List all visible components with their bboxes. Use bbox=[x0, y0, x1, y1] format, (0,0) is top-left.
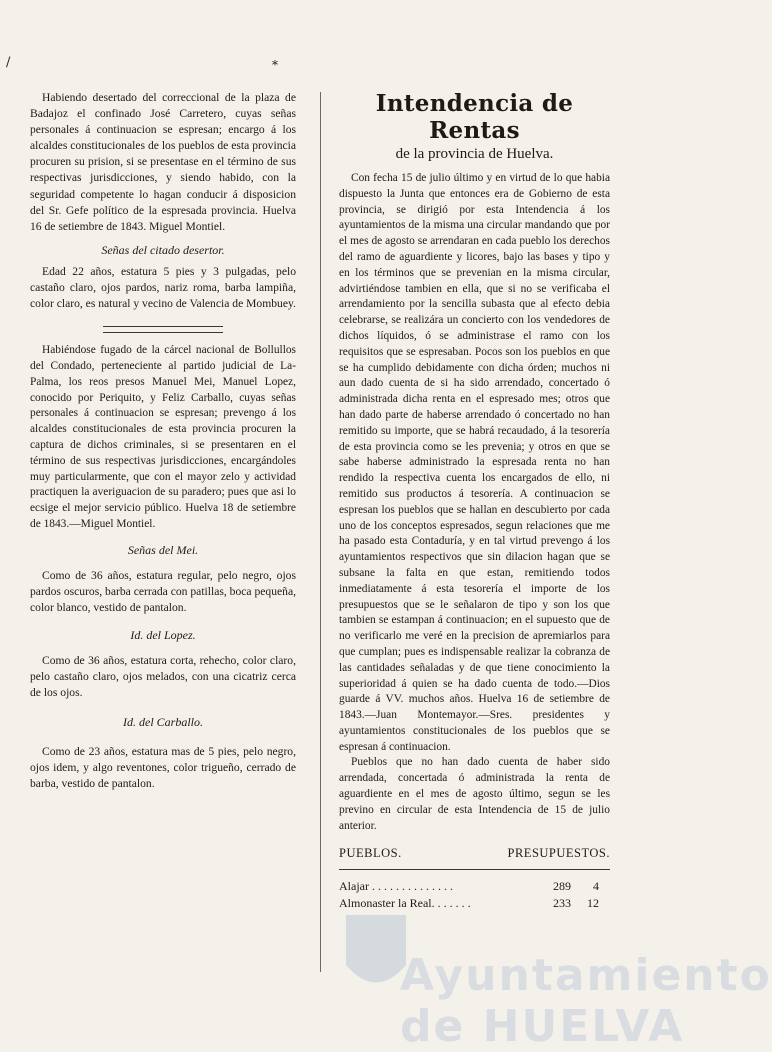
presupuesto-maravedis: 4 bbox=[593, 879, 599, 894]
section-heading: Intendencia de Rentas bbox=[375, 90, 574, 144]
right-column bbox=[339, 90, 610, 912]
deserter-description: Edad 22 años, estatura 5 pies y 3 pulgadas, pelo castaño claro, ojos pardos, nariz roma, barba lampiña, color claro, es natural y vecino de Valencia de Mombuey. bbox=[30, 264, 296, 311]
deserter-notice: Habiendo desertado del correccional de la plaza de Badajoz el confinado José Carretero, cuyas señas personales á continuacion se espresan; encargo á los alcaldes constitucionales de los pueblos de esta provincia procuren su prision, si se presentase en el término de sus respectivas jurisdicciones, y siendo habido, con la seguridad competente lo hagan conducir á disposicion del Sr. Gefe político de la espresada provincia. Huelva 16 de setiembre de 1843. Miguel Montiel. bbox=[30, 91, 296, 233]
column-divider bbox=[320, 92, 321, 972]
lopez-description: Como de 36 años, estatura corta, rehecho, color claro, pelo castaño claro, ojos melados, con una cicatriz cerca de los ojos. bbox=[30, 653, 296, 700]
mei-description-title: Señas del Mei. bbox=[127, 542, 199, 557]
page-mark-center: * bbox=[272, 58, 278, 72]
pueblos-column-header: PUEBLOS. bbox=[339, 846, 402, 861]
left-column bbox=[30, 90, 296, 793]
carballo-description: Como de 23 años, estatura mas de 5 pies, pelo negro, ojos idem, y algo reventones, color trigueño, cerrado de barba, vestido de pantalon. bbox=[30, 745, 296, 791]
deserter-description-title: Señas del citado desertor. bbox=[101, 242, 225, 257]
section-subheading: de la provincia de Huelva. bbox=[395, 146, 554, 162]
intendencia-circular: Con fecha 15 de julio último y en virtud de lo que habia dispuesto la Junta que entonces era de Gobierno de esta provincia, se dirigió por esta Intendencia á los ayuntamientos de la misma una circular mandando que por el mes de agosto se arrendaran en cada pueblo los derechos del ramo de aguardiente y licores, bajo las bases y tipo y en los términos que se prevenian en la misma circular, advirtiéndose tambien en ella, que si no se verificaba el arrendamiento por la sencilla subasta que al efecto debia celebrarse, se realizára un concierto con los vendedores de dichos líquidos, ó se administrase el ramo con los requisitos que se espresaban. Pocos son los pueblos en que se ha cumplido debidamente con dicha órden; muchos ni aun dado cuenta de si ha sido arrendado, concertado ó administrada dicha renta en el espresado mes; otros que han dado parte de haberse arrendado ó concertado no han remitido su importe, que se habrá recaudado, á la tesorería de esta provincia como se les prevenia; y otros en que se sabe haberse administrado la espresada renta no han rendido la respectiva cuenta los encargados de ello, ni remitido sus productos á tesorería. A continuacion se espresan los pueblos que se hallan en descubierto por cada uno de los conceptos espresados, segun relaciones que me ha pasado esta Contaduría, y en tal virtud prevengo á los ayuntamientos respectivos que sin dilacion hagan que se subsane la falta en que estan, remitiendo todos inmediatamente á esta tesorería el importe de los presupuestos que se le señalaron de tipo y son los que tambien se estampan á continuacion; en el supuesto que de no verificarlo me veré en la precision de apremiarlos para que cumplan; pues es indispensable realizar la cobranza de las cantidades señaladas y de que tiene conocimiento la superioridad á quien se ha dado cuenta de todo.—Dios guarde á VV. muchos años. Huelva 16 de setiembre de 1843.—Juan Montemayor.—Sres. presidentes y ayuntamientos constitucionales de los pueblos que se espresan á continuacion. bbox=[339, 172, 610, 753]
pueblo-name: Almonaster la Real. . . . . . . bbox=[339, 896, 471, 911]
archive-watermark: Ayuntamiento de HUELVA bbox=[400, 950, 772, 1052]
carballo-description-title: Id. del Carballo. bbox=[123, 715, 203, 730]
pueblos-notice: Pueblos que no han dado cuenta de haber sido arrendada, concertada ó administrada la renta de aguardiente en el mes de agosto último, segun se les previno en circular de esta Intendencia de 15 de julio anterior. bbox=[339, 756, 610, 832]
pueblo-name: Alajar . . . . . . . . . . . . . . bbox=[339, 879, 453, 894]
mei-description: Como de 36 años, estatura regular, pelo negro, ojos pardos oscuros, barba cerrada con patillas, boca pequeña, color blanco, vestido de pantalon. bbox=[30, 568, 296, 614]
escaped-prisoners-notice: Habiéndose fugado de la cárcel nacional de Bollullos del Condado, perteneciente al partido judicial de La-Palma, los reos presos Manuel Mei, Manuel Lopez, conocido por Periquito, y Feliz Carballo, cuyas señas personales á continuacion se espresan; prevengo á los alcaldes constitucionales de esta provincia procuren la captura de dichos criminales, si se presentaren en el término de sus respectivas jurisdicciones, encargándoles muy particularmente, que con el mayor zelo y actividad practiquen la averiguacion de su paradero; pues que asi lo ecsige el mejor servicio público. Huelva 18 de setiembre de 1843.—Miguel Montiel. bbox=[30, 344, 296, 530]
table-header bbox=[339, 846, 610, 861]
page-mark-left: / bbox=[6, 55, 11, 70]
presupuesto-reales: 289 bbox=[553, 879, 571, 894]
table-row bbox=[339, 878, 610, 895]
section-rule bbox=[103, 326, 223, 333]
lopez-description-title: Id. del Lopez. bbox=[130, 627, 196, 642]
presupuestos-column-header: PRESUPUESTOS. bbox=[507, 846, 610, 861]
presupuesto-reales: 233 bbox=[553, 896, 571, 911]
presupuesto-maravedis: 12 bbox=[587, 896, 599, 911]
